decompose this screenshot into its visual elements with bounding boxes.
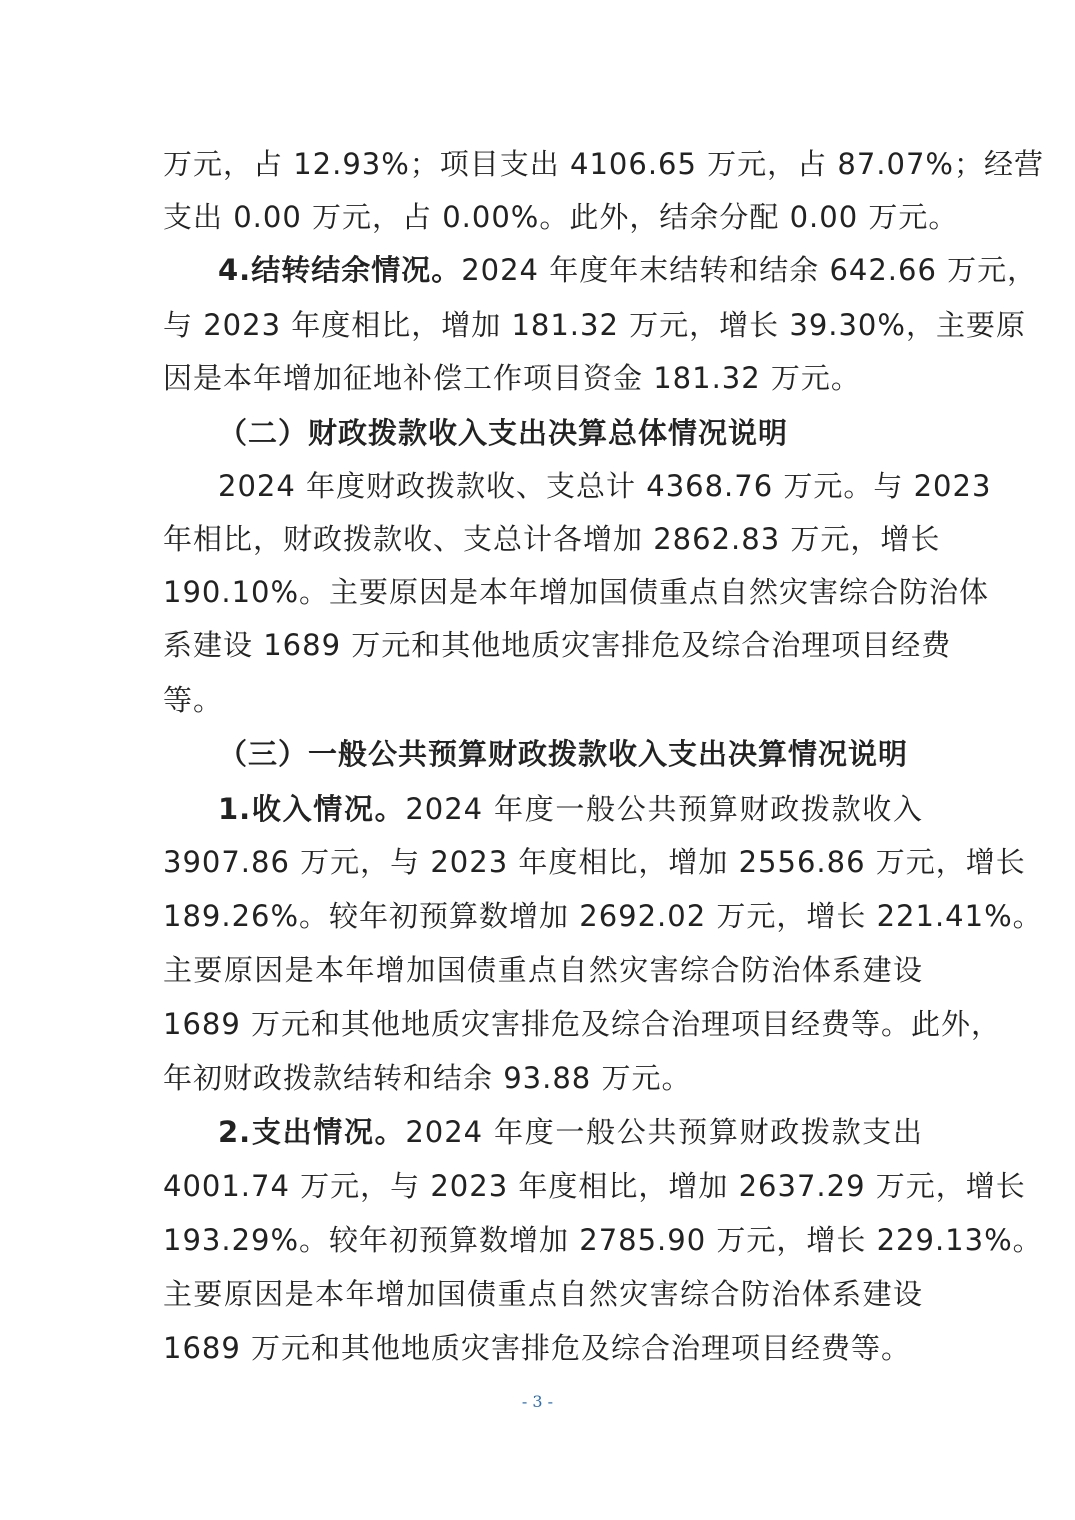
paragraph-line: 主要原因是本年增加国债重点自然灾害综合防治体系建设 [163,1277,923,1311]
paragraph-line [218,1111,923,1153]
paragraph-line: 1689 万元和其他地质灾害排危及综合治理项目经费等。 [163,1331,912,1365]
paragraph-line: 4001.74 万元，与 2023 年度相比，增加 2637.29 万元，增长 [163,1169,1026,1203]
section-heading-2: （二）财政拨款收入支出决算总体情况说明 [218,416,789,450]
income-text: 2024 年度一般公共预算财政拨款收入 [405,792,923,826]
paragraph-line: 等。 [163,683,224,717]
paragraph-line: 189.26%。较年初预算数增加 2692.02 万元，增长 221.41%。 [163,899,1043,933]
expense-heading: 2.支出情况。 [218,1115,406,1149]
paragraph-line: 2024 年度财政拨款收、支总计 4368.76 万元。与 2023 [218,469,992,503]
paragraph-line: 3907.86 万元，与 2023 年度相比，增加 2556.86 万元，增长 [163,845,1026,879]
paragraph-line: 190.10%。主要原因是本年增加国债重点自然灾害综合防治体 [163,575,990,609]
paragraph-line: 主要原因是本年增加国债重点自然灾害综合防治体系建设 [163,953,923,987]
paragraph-line: 万元，占 12.93%；项目支出 4106.65 万元，占 87.07%；经营 [163,147,1044,181]
paragraph-line: 系建设 1689 万元和其他地质灾害排危及综合治理项目经费 [163,628,952,662]
paragraph-line: 与 2023 年度相比，增加 181.32 万元，增长 39.30%，主要原 [163,308,1026,342]
paragraph-line: 年初财政拨款结转和结余 93.88 万元。 [163,1061,692,1095]
carryover-text: 2024 年度年末结转和结余 642.66 万元， [461,253,1038,287]
paragraph-line: 年相比，财政拨款收、支总计各增加 2862.83 万元，增长 [163,522,941,556]
paragraph-line: 1689 万元和其他地质灾害排危及综合治理项目经费等。此外， [163,1007,1002,1041]
carryover-heading: 4.结转结余情况。 [218,253,462,287]
income-heading: 1.收入情况。 [218,792,406,826]
page-number: - 3 - [521,1392,554,1411]
paragraph-line [218,788,923,830]
paragraph-line: 因是本年增加征地补偿工作项目资金 181.32 万元。 [163,361,861,395]
paragraph-line [218,249,1038,291]
paragraph-line: 支出 0.00 万元，占 0.00%。此外，结余分配 0.00 万元。 [163,200,959,234]
expense-text: 2024 年度一般公共预算财政拨款支出 [405,1115,923,1149]
paragraph-line: 193.29%。较年初预算数增加 2785.90 万元，增长 229.13%。 [163,1223,1043,1257]
section-heading-3: （三）一般公共预算财政拨款收入支出决算情况说明 [218,737,909,771]
